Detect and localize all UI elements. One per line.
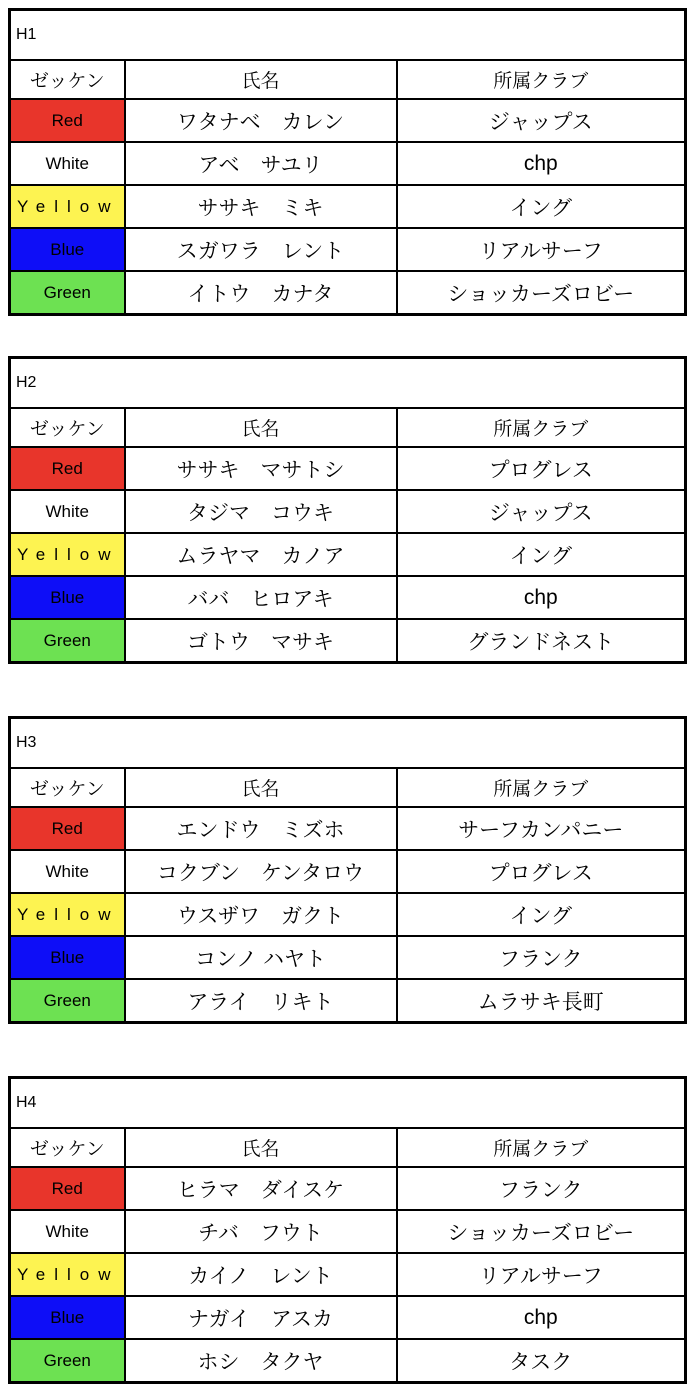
table-row [10, 1210, 686, 1253]
club-cell: リアルサーフ [397, 1253, 686, 1296]
table-title: H3 [10, 718, 686, 769]
club-cell: タスク [397, 1339, 686, 1383]
bib-color-cell: Green [10, 979, 125, 1023]
heat-table-h2 [8, 356, 687, 664]
name-cell: ササキ マサトシ [125, 447, 397, 490]
bib-color-cell: White [10, 142, 125, 185]
name-cell: イトウ カナタ [125, 271, 397, 315]
club-cell: ショッカーズロビー [397, 1210, 686, 1253]
table-row [10, 979, 686, 1023]
bib-color-cell: White [10, 850, 125, 893]
name-cell: ババ ヒロアキ [125, 576, 397, 619]
table-row [10, 619, 686, 663]
name-cell: ホシ タクヤ [125, 1339, 397, 1383]
table-row [10, 893, 686, 936]
name-cell: チバ フウト [125, 1210, 397, 1253]
col-header-bib: ゼッケン [10, 408, 125, 447]
heat-table-h3 [8, 716, 687, 1024]
bib-color-cell: Yellow [10, 1253, 125, 1296]
bib-color-cell: Blue [10, 1296, 125, 1339]
name-cell: ナガイ アスカ [125, 1296, 397, 1339]
bib-color-cell: Red [10, 447, 125, 490]
table-row [10, 142, 686, 185]
col-header-name: 氏名 [125, 408, 397, 447]
bib-color-cell: White [10, 1210, 125, 1253]
table-row [10, 533, 686, 576]
table-title: H2 [10, 358, 686, 409]
table-title-row [10, 718, 686, 769]
club-cell: プログレス [397, 447, 686, 490]
column-header-row [10, 768, 686, 807]
bib-color-cell: Blue [10, 936, 125, 979]
name-cell: ムラヤマ カノア [125, 533, 397, 576]
heat-tables-sheet [8, 8, 684, 1384]
club-cell: chp [397, 142, 686, 185]
col-header-club: 所属クラブ [397, 768, 686, 807]
name-cell: コクブン ケンタロウ [125, 850, 397, 893]
name-cell: ヒラマ ダイスケ [125, 1167, 397, 1210]
col-header-club: 所属クラブ [397, 60, 686, 99]
table-row [10, 271, 686, 315]
name-cell: タジマ コウキ [125, 490, 397, 533]
bib-color-cell: Green [10, 271, 125, 315]
club-cell: プログレス [397, 850, 686, 893]
table-title: H1 [10, 10, 686, 61]
table-title-row [10, 358, 686, 409]
club-cell: ジャップス [397, 490, 686, 533]
table-title: H4 [10, 1078, 686, 1129]
table-row [10, 447, 686, 490]
col-header-name: 氏名 [125, 60, 397, 99]
col-header-club: 所属クラブ [397, 408, 686, 447]
name-cell: アベ サユリ [125, 142, 397, 185]
club-cell: リアルサーフ [397, 228, 686, 271]
column-header-row [10, 60, 686, 99]
heat-table-h4 [8, 1076, 687, 1384]
name-cell: コンノ ハヤト [125, 936, 397, 979]
column-header-row [10, 408, 686, 447]
col-header-name: 氏名 [125, 1128, 397, 1167]
name-cell: アライ リキト [125, 979, 397, 1023]
table-title-row [10, 1078, 686, 1129]
name-cell: ササキ ミキ [125, 185, 397, 228]
club-cell: イング [397, 893, 686, 936]
table-row [10, 185, 686, 228]
col-header-club: 所属クラブ [397, 1128, 686, 1167]
club-cell: ショッカーズロビー [397, 271, 686, 315]
club-cell: フランク [397, 936, 686, 979]
table-row [10, 1339, 686, 1383]
bib-color-cell: White [10, 490, 125, 533]
table-row [10, 228, 686, 271]
name-cell: エンドウ ミズホ [125, 807, 397, 850]
col-header-bib: ゼッケン [10, 60, 125, 99]
table-row [10, 936, 686, 979]
name-cell: カイノ レント [125, 1253, 397, 1296]
bib-color-cell: Blue [10, 576, 125, 619]
bib-color-cell: Yellow [10, 185, 125, 228]
bib-color-cell: Yellow [10, 893, 125, 936]
heat-table-h1 [8, 8, 687, 316]
table-row [10, 850, 686, 893]
bib-color-cell: Red [10, 1167, 125, 1210]
club-cell: ムラサキ長町 [397, 979, 686, 1023]
bib-color-cell: Blue [10, 228, 125, 271]
table-row [10, 1167, 686, 1210]
bib-color-cell: Red [10, 807, 125, 850]
table-row [10, 490, 686, 533]
col-header-bib: ゼッケン [10, 768, 125, 807]
name-cell: ワタナベ カレン [125, 99, 397, 142]
club-cell: グランドネスト [397, 619, 686, 663]
table-title-row [10, 10, 686, 61]
table-row [10, 576, 686, 619]
name-cell: ゴトウ マサキ [125, 619, 397, 663]
column-header-row [10, 1128, 686, 1167]
club-cell: フランク [397, 1167, 686, 1210]
col-header-name: 氏名 [125, 768, 397, 807]
club-cell: イング [397, 533, 686, 576]
bib-color-cell: Red [10, 99, 125, 142]
table-row [10, 807, 686, 850]
name-cell: スガワラ レント [125, 228, 397, 271]
name-cell: ウスザワ ガクト [125, 893, 397, 936]
bib-color-cell: Green [10, 619, 125, 663]
club-cell: イング [397, 185, 686, 228]
col-header-bib: ゼッケン [10, 1128, 125, 1167]
bib-color-cell: Green [10, 1339, 125, 1383]
club-cell: ジャップス [397, 99, 686, 142]
bib-color-cell: Yellow [10, 533, 125, 576]
club-cell: chp [397, 1296, 686, 1339]
table-row [10, 1253, 686, 1296]
table-row [10, 99, 686, 142]
club-cell: chp [397, 576, 686, 619]
table-row [10, 1296, 686, 1339]
club-cell: サーフカンパニー [397, 807, 686, 850]
